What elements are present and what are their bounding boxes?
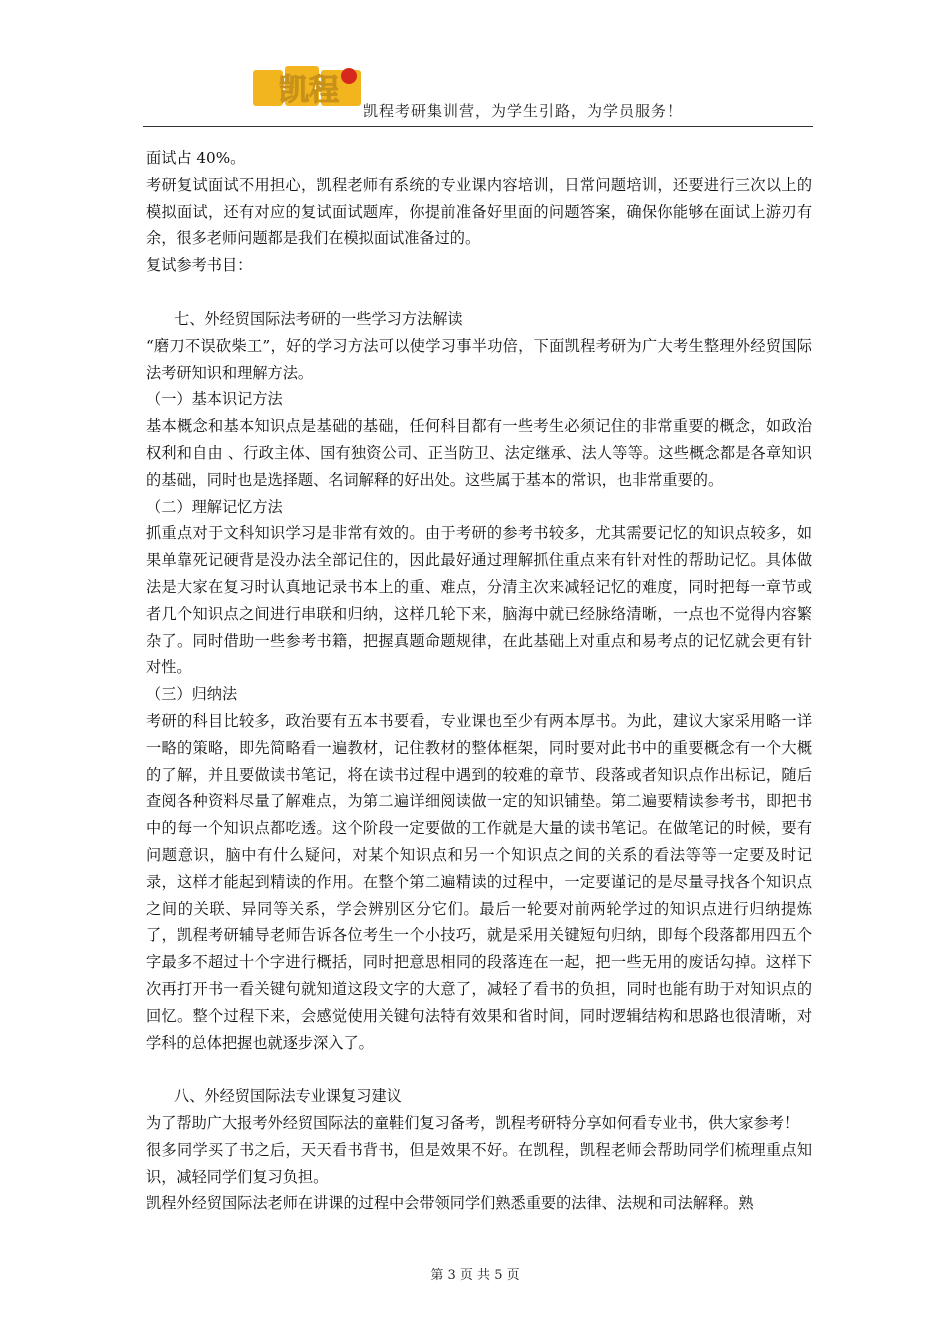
subheading-basic-memory: （一）基本识记方法 xyxy=(146,390,283,409)
paragraph-understanding-memory: 抓重点对于文科知识学习是非常有效的。由于考研的参考书较多，尤其需要记忆的知识点较多，如果单靠死记硬背是没办法全部记住的，因此最好通过理解抓住重点来有针对性的帮助记忆。具体做法是大家在复习时认真地记录书本上的重、难点，分清主次来减轻记忆的难度，同时把每一章节或者几个知识点之间进行串联和归纳，这样几轮下来，脑海中就已经脉络清晰，一点也不觉得内容繁杂了。同时借助一些参考书籍，把握真题命题规律，在此基础上对重点和易考点的记忆就会更有针对性。 xyxy=(146,524,812,677)
section-heading-8: 八、外经贸国际法专业课复习建议 xyxy=(174,1087,402,1106)
header-slogan: 凯程考研集训营，为学生引路，为学员服务！ xyxy=(363,102,684,120)
page-number: 第 3 页 共 5 页 xyxy=(430,1268,520,1283)
subheading-understanding-memory: （二）理解记忆方法 xyxy=(146,497,283,516)
paragraph-review-problem: 很多同学买了书之后，天天看书背书，但是效果不好。在凯程，凯程老师会帮助同学们梳理重点知识，减轻同学们复习负担。 xyxy=(146,1140,812,1186)
paragraph-basic-memory: 基本概念和基本知识点是基础的基础，任何科目都有一些考生必须记住的非常重要的概念，如政治权利和自由 、行政主体、国有独资公司、正当防卫、法定继承、法人等等。这些概念都是各章知识的基础，同时也是选择题、名词解释的好出处。这些属于基本的常识，也非常重要的。 xyxy=(146,417,812,489)
section-heading-7: 七、外经贸国际法考研的一些学习方法解读 xyxy=(174,309,463,328)
paragraph-interview-training: 考研复试面试不用担心，凯程老师有系统的专业课内容培训，日常问题培训，还要进行三次以上的模拟面试，还有对应的复试面试题库，你提前准备好里面的问题答案，确保你能够在面试上游刃有余，很多老师问题都是我们在模拟面试准备过的。 xyxy=(146,175,812,248)
blank-line xyxy=(146,279,812,306)
subheading-induction: （三）归纳法 xyxy=(146,685,238,704)
document-body xyxy=(146,145,812,1217)
paragraph-review-intro: 为了帮助广大报考外经贸国际法的童鞋们复习备考，凯程考研特分享如何看专业书，供大家参考！ xyxy=(146,1114,800,1133)
paragraph-induction: 考研的科目比较多，政治要有五本书要看，专业课也至少有两本厚书。为此，建议大家采用略一详一略的策略，即先简略看一遍教材，记住教材的整体框架，同时要对此书中的重要概念有一个大概的了解，并且要做读书笔记，将在读书过程中遇到的较难的章节、段落或者知识点作出标记，随后查阅各种资料尽量了解难点，为第二遍详细阅读做一定的知识铺垫。第二遍要精读参考书，即把书中的每一个知识点都吃透。这个阶段一定要做的工作就是大量的读书笔记。在做笔记的时候，要有问题意识，脑中有什么疑问，对某个知识点和另一个知识点之间的关系的看法等等一定要及时记录，这样才能起到精读的作用。在整个第二遍精读的过程中，一定要谨记的是尽量寻找各个知识点之间的关联、异同等关系，学会辨别区分它们。最后一轮要对前两轮学过的知识点进行归纳提炼了，凯程考研辅导老师告诉各位考生一个小技巧，就是采用关键短句归纳，即每个段落都用四五个字最多不超过十个字进行概括，同时把意思相同的段落连在一起，把一些无用的废话勾掉。这样下次再打开书一看关键句就知道这段文字的大意了，减轻了看书的负担，同时也能有助于对知识点的回忆。整个过程下来，会感觉使用关键句法特有效果和省时间，同时逻辑结构和思路也很清晰，对学科的总体把握也就逐步深入了。 xyxy=(146,711,812,1052)
svg-text:凯程: 凯程 xyxy=(279,73,339,108)
paragraph-methods-intro: “磨刀不误砍柴工”，好的学习方法可以使学习事半功倍，下面凯程考研为广大考生整理外经贸国际法考研知识和理解方法。 xyxy=(146,336,812,382)
paragraph-interview-ratio: 面试占 40%。 xyxy=(146,149,246,167)
kaicheng-logo xyxy=(251,62,367,112)
page-header xyxy=(143,58,813,127)
blank-line xyxy=(146,1056,812,1083)
paragraph-reference-books: 复试参考书目： xyxy=(146,256,253,275)
paragraph-teacher-guidance: 凯程外经贸国际法老师在讲课的过程中会带领同学们熟悉重要的法律、法规和司法解释。熟 xyxy=(146,1194,754,1213)
